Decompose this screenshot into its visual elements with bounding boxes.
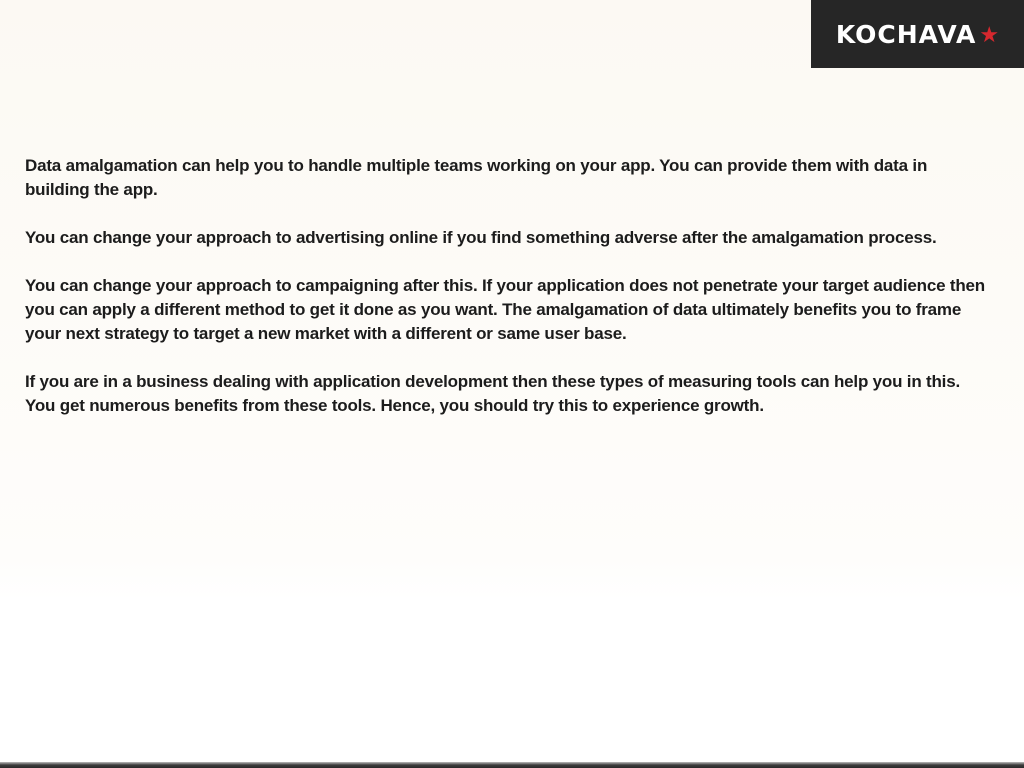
star-icon: ★ [979,22,1000,47]
slide-body [25,154,993,442]
logo-text: KOCHAVA [835,19,977,49]
bottom-border [0,762,1024,768]
paragraph-team-handling: Data amalgamation can help you to handle multiple teams working on your app. You can provide them with data in building the app. [25,156,928,199]
paragraph-advertising-approach: You can change your approach to advertising online if you find something adverse after the amalgamation process. [25,228,937,247]
paragraph-campaigning-approach: You can change your approach to campaigning after this. If your application does not penetrate your target audience then you can apply a different method to get it done as you want. The amalgamation of data ultimately benefits you to frame your next strategy to target a new market with a different or same user base. [25,276,985,343]
kochava-logo [811,0,1024,68]
paragraph-measuring-tools: If you are in a business dealing with application development then these types of measuring tools can help you in this. You get numerous benefits from these tools. Hence, you should try this to experience growth. [25,372,960,415]
